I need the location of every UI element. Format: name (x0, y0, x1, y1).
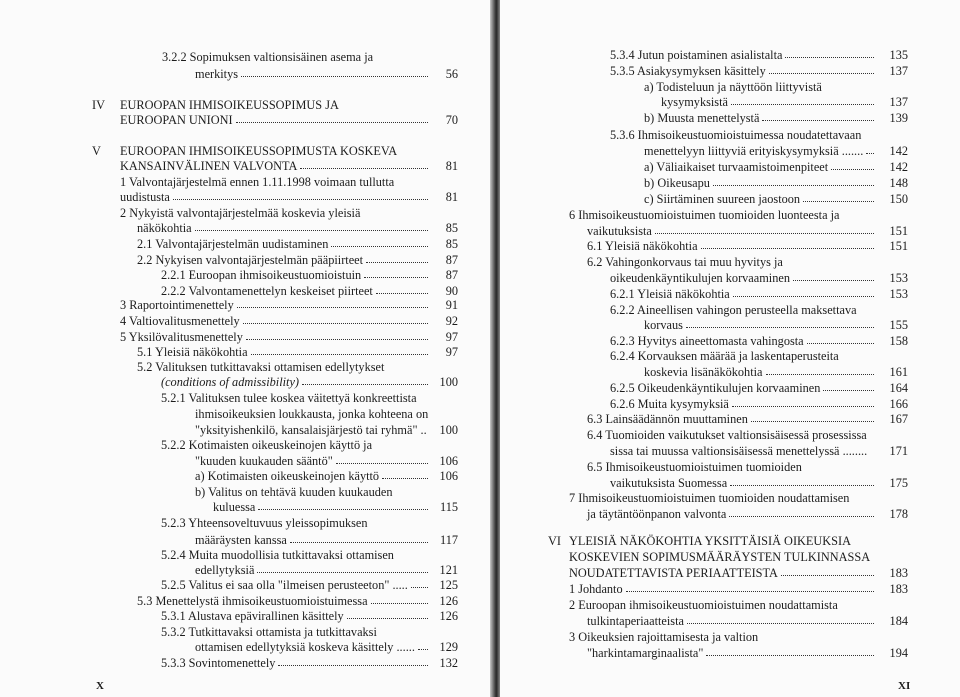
toc-page-number: 70 (445, 113, 458, 127)
toc-entry-text: 6.2 Vahingonkorvaus tai muu hyvitys ja (587, 255, 783, 269)
toc-page-number: 81 (445, 190, 458, 204)
toc-page-number: 87 (445, 268, 458, 282)
toc-page-number: 171 (889, 444, 908, 458)
dot-leader (411, 587, 428, 588)
toc-entry-text: 5.2.2 Kotimaisten oikeuskeinojen käyttö ja (161, 438, 373, 452)
toc-page-number: 100 (439, 375, 458, 389)
toc-entry-text: 6.2.6 Muita kysymyksiä (610, 397, 729, 411)
toc-page-number: 92 (445, 314, 458, 328)
toc-entry-text: 2.2.1 Euroopan ihmisoikeustuomioistuin (161, 268, 362, 282)
toc-entry-text: KOSKEVIEN SOPIMUSMÄÄRÄYSTEN TULKINNASSA (569, 550, 871, 564)
dot-leader (706, 655, 874, 656)
dot-leader (246, 339, 428, 340)
toc-entry-text: 6.3 Lainsäädännön muuttaminen (587, 412, 748, 426)
toc-page-number: 90 (445, 284, 458, 298)
toc-entry-text: YLEISIÄ NÄKÖKOHTIA YKSITTÄISIÄ OIKEUKSIA (569, 534, 851, 548)
toc-entry-text: 5.3.6 Ihmisoikeustuomioistuimessa noudatettavaan (610, 128, 862, 142)
toc-page-number: 132 (439, 656, 458, 670)
toc-entry-text: 2.1 Valvontajärjestelmän uudistaminen (137, 237, 329, 251)
toc-page-number: 91 (445, 298, 458, 312)
dot-leader (278, 665, 428, 666)
toc-entry-text: 2 Euroopan ihmisoikeustuomioistuimen noudattamista (569, 598, 838, 612)
toc-entry-text: c) Siirtäminen suureen jaostoon (644, 192, 801, 206)
toc-entry-text: "yksityishenkilö, kansalaisjärjestö tai ryhmä" .. (195, 423, 427, 437)
dot-leader (713, 185, 874, 186)
toc-page-number: 137 (889, 95, 908, 109)
toc-page-number: 151 (889, 239, 908, 253)
dot-leader (701, 248, 874, 249)
toc-entry-text: "kuuden kuukauden sääntö" (195, 454, 333, 468)
toc-entry-text: 3 Oikeuksien rajoittamisesta ja valtion (569, 630, 759, 644)
toc-entry-text: 5.2.4 Muita muodollisia tutkittavaksi ottamisen (161, 548, 394, 562)
toc-page-number: 106 (439, 454, 458, 468)
toc-entry-text: (conditions of admissibility) (161, 375, 299, 389)
toc-entry-text: 2.2.2 Valvontamenettelyn keskeiset piirteet (161, 284, 373, 298)
dot-leader (785, 57, 874, 58)
toc-entry-text: 5.2.3 Yhteensoveltuvuus yleissopimuksen (161, 516, 368, 530)
toc-entry-text: b) Valitus on tehtävä kuuden kuukauden (195, 485, 393, 499)
toc-entry-text: kysymyksistä (661, 95, 728, 109)
toc-page-number: 126 (439, 594, 458, 608)
toc-entry-text: uudistusta (120, 190, 170, 204)
toc-entry-text: vaikutuksista Suomessa (610, 476, 728, 490)
dot-leader (729, 516, 874, 517)
toc-entry-text: NOUDATETTAVISTA PERIAATTEISTA (569, 566, 778, 580)
dot-leader (793, 280, 874, 281)
toc-page-number: 115 (440, 500, 458, 514)
toc-entry-text: ottamisen edellytyksiä koskeva käsittely ...... (195, 640, 415, 654)
toc-entry-text: EUROOPAN UNIONI (120, 113, 233, 127)
dot-leader (803, 201, 874, 202)
toc-entry-text: sissa tai muussa valtionsisäisessä menettelyssä ........ (610, 444, 868, 458)
toc-entry-text: vaikutuksista (587, 224, 652, 238)
toc-page-number: 126 (439, 609, 458, 623)
dot-leader (236, 122, 428, 123)
toc-page-number: 139 (889, 111, 908, 125)
toc-entry-text: a) Todisteluun ja näyttöön liittyvistä (644, 80, 822, 94)
toc-entry-text: a) Kotimaisten oikeuskeinojen käyttö (195, 469, 380, 483)
chapter-number: IV (92, 98, 105, 112)
dot-leader (655, 233, 874, 234)
toc-page-number: 161 (889, 365, 908, 379)
toc-entry-text: ihmisoikeuksien loukkausta, jonka kohteena on (195, 407, 429, 421)
toc-page-number: 129 (439, 640, 458, 654)
toc-entry-text: 6.2.2 Aineellisen vahingon perusteella maksettava (610, 303, 857, 317)
dot-leader (195, 230, 428, 231)
dot-leader (731, 104, 874, 105)
toc-entry-text: KANSAINVÄLINEN VALVONTA (120, 159, 298, 173)
toc-entry-text: 2.2 Nykyisen valvontajärjestelmän pääpiirteet (137, 253, 364, 267)
toc-page-number: 150 (889, 192, 908, 206)
toc-entry-text: 6.5 Ihmisoikeustuomioistuimen tuomioiden (587, 460, 802, 474)
right-folio: XI (898, 680, 911, 692)
toc-page-number: 56 (445, 67, 458, 81)
toc-entry-text: edellytyksiä (195, 563, 255, 577)
toc-entry-text: EUROOPAN IHMISOIKEUSSOPIMUSTA KOSKEVA (120, 144, 398, 158)
toc-page-number: 167 (889, 412, 908, 426)
toc-page-number: 166 (889, 397, 908, 411)
dot-leader (366, 262, 428, 263)
toc-entry-text: 5.3.5 Asiakysymyksen käsittely (610, 64, 766, 78)
toc-entry-text: 6.4 Tuomioiden vaikutukset valtionsisäisessä prosessissa (587, 428, 867, 442)
dot-leader (258, 509, 428, 510)
dot-leader (347, 618, 428, 619)
toc-entry-text: EUROOPAN IHMISOIKEUSSOPIMUS JA (120, 98, 339, 112)
toc-page-number: 81 (445, 159, 458, 173)
toc-page-number: 142 (889, 160, 908, 174)
toc-page-number: 142 (889, 144, 908, 158)
toc-page-number: 85 (445, 237, 458, 251)
toc-page-number: 148 (889, 176, 908, 190)
dot-leader (331, 246, 428, 247)
toc-entry-text: 6.2.4 Korvauksen määrää ja laskentaperusteita (610, 349, 839, 363)
dot-leader (766, 374, 874, 375)
toc-page-number: 85 (445, 221, 458, 235)
toc-page-number: 183 (889, 582, 908, 596)
toc-entry-text: 6.1 Yleisiä näkökohtia (587, 239, 698, 253)
toc-page-number: 155 (889, 318, 908, 332)
dot-leader (730, 485, 874, 486)
toc-entry-text: merkitys (195, 67, 239, 81)
dot-leader (807, 343, 874, 344)
toc-entry-text: 2 Nykyistä valvontajärjestelmää koskevia yleisiä (120, 206, 361, 220)
chapter-number: VI (548, 534, 561, 548)
toc-page-number: 135 (889, 48, 908, 62)
dot-leader (290, 542, 428, 543)
toc-entry-text: 1 Valvontajärjestelmä ennen 1.11.1998 voimaan tullutta (120, 175, 395, 189)
toc-entry-text: korvaus (644, 318, 683, 332)
dot-leader (173, 199, 428, 200)
dot-leader (733, 296, 874, 297)
dot-leader (376, 293, 428, 294)
dot-leader (769, 73, 874, 74)
dot-leader (364, 277, 428, 278)
dot-leader (336, 463, 428, 464)
toc-entry-text: 5.3.4 Jutun poistaminen asialistalta (610, 48, 783, 62)
dot-leader (257, 572, 428, 573)
dot-leader (251, 354, 428, 355)
dot-leader (300, 168, 428, 169)
toc-entry-text: 3.2.2 Sopimuksen valtionsisäinen asema ja (162, 50, 374, 64)
toc-entry-text: a) Väliaikaiset turvaamistoimenpiteet (644, 160, 829, 174)
toc-page-number: 194 (889, 646, 908, 660)
toc-page-number: 184 (889, 614, 908, 628)
toc-entry-text: b) Muusta menettelystä (644, 111, 760, 125)
toc-page-number: 151 (889, 224, 908, 238)
toc-entry-text: 4 Valtiovalitusmenettely (120, 314, 240, 328)
dot-leader (371, 603, 428, 604)
toc-entry-text: 5.3.1 Alustava epävirallinen käsittely (161, 609, 344, 623)
toc-page-number: 106 (439, 469, 458, 483)
toc-entry-text: 5.2.5 Valitus ei saa olla "ilmeisen perusteeton" ..... (161, 578, 408, 592)
toc-page-number: 158 (889, 334, 908, 348)
dot-leader (418, 649, 428, 650)
toc-page-number: 125 (439, 578, 458, 592)
dot-leader (751, 421, 874, 422)
toc-entry-text: 3 Raportointimenettely (120, 298, 234, 312)
toc-page-number: 87 (445, 253, 458, 267)
toc-entry-text: tulkintaperiaatteista (587, 614, 684, 628)
toc-entry-text: 5.1 Yleisiä näkökohtia (137, 345, 248, 359)
toc-entry-text: "harkintamarginaalista" (587, 646, 704, 660)
toc-entry-text: 6.2.5 Oikeudenkäyntikulujen korvaaminen (610, 381, 821, 395)
dot-leader (243, 323, 428, 324)
toc-page-number: 121 (439, 563, 458, 577)
toc-entry-text: 5.3.3 Sovintomenettely (161, 656, 276, 670)
dot-leader (762, 120, 874, 121)
toc-entry-text: 6.2.1 Yleisiä näkökohtia (610, 287, 730, 301)
toc-entry-text: b) Oikeusapu (644, 176, 710, 190)
toc-entry-text: 5.2.1 Valituksen tulee koskea väitettyä konkreettista (161, 391, 417, 405)
toc-page-number: 100 (439, 423, 458, 437)
dot-leader (732, 406, 874, 407)
toc-entry-text: 1 Johdanto (569, 582, 623, 596)
dot-leader (831, 169, 874, 170)
toc-page-number: 183 (889, 566, 908, 580)
dot-leader (626, 591, 874, 592)
toc-entry-text: 5.2 Valituksen tutkittavaksi ottamisen edellytykset (137, 360, 385, 374)
toc-page-number: 97 (445, 330, 458, 344)
toc-page-number: 178 (889, 507, 908, 521)
dot-leader (781, 575, 874, 576)
toc-entry-text: oikeudenkäyntikulujen korvaaminen (610, 271, 790, 285)
toc-entry-text: koskevia lisänäkökohtia (644, 365, 763, 379)
toc-page-number: 164 (889, 381, 908, 395)
toc-page-number: 153 (889, 271, 908, 285)
toc-page-number: 153 (889, 287, 908, 301)
toc-page-number: 137 (889, 64, 908, 78)
dot-leader (686, 327, 874, 328)
toc-page-number: 175 (889, 476, 908, 490)
toc-entry-text: kuluessa (213, 500, 256, 514)
left-folio: X (96, 680, 104, 692)
toc-entry-text: määräysten kanssa (195, 533, 287, 547)
right-page (500, 0, 960, 697)
dot-leader (687, 623, 874, 624)
toc-entry-text: 6 Ihmisoikeustuomioistuimen tuomioiden luonteesta ja (569, 208, 840, 222)
dot-leader (866, 153, 874, 154)
toc-entry-text: menettelyyn liittyviä erityiskysymyksiä ....... (644, 144, 864, 158)
toc-page-number: 117 (440, 533, 458, 547)
dot-leader (241, 76, 428, 77)
toc-entry-text: ja täytäntöönpanon valvonta (587, 507, 727, 521)
dot-leader (302, 384, 428, 385)
toc-entry-text: 7 Ihmisoikeustuomioistuimen tuomioiden noudattamisen (569, 491, 850, 505)
dot-leader (382, 478, 428, 479)
toc-entry-text: 5.3.2 Tutkittavaksi ottamista ja tutkittavaksi (161, 625, 377, 639)
toc-entry-text: 5 Yksilövalitusmenettely (120, 330, 243, 344)
toc-page-number: 97 (445, 345, 458, 359)
dot-leader (823, 390, 874, 391)
toc-entry-text: 6.2.3 Hyvitys aineettomasta vahingosta (610, 334, 804, 348)
toc-entry-text: 5.3 Menettelystä ihmisoikeustuomioistuimessa (137, 594, 368, 608)
toc-entry-text: näkökohtia (137, 221, 192, 235)
chapter-number: V (92, 144, 101, 158)
dot-leader (237, 307, 428, 308)
